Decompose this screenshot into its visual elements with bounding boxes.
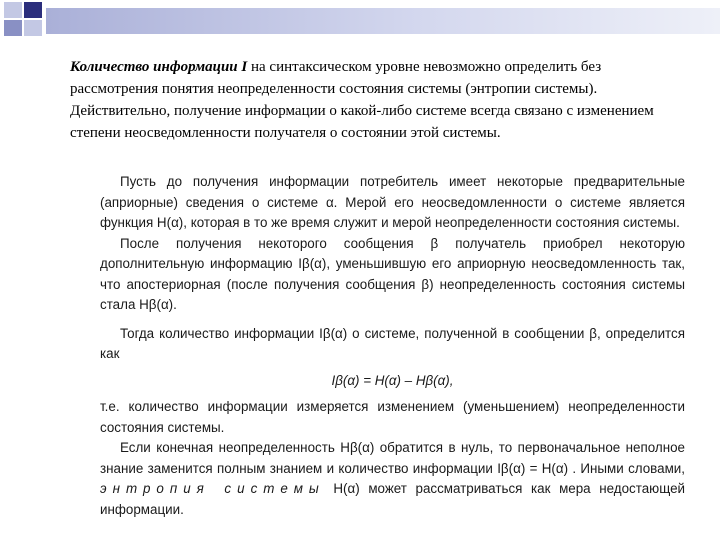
scan-paragraph-3: Тогда количество информации Iβ(α) о системе, полученной в сообщении β, определится как — [100, 325, 685, 361]
scanned-excerpt — [100, 172, 685, 520]
deco-square — [4, 2, 22, 18]
title-bar-decoration — [0, 0, 720, 50]
scan-paragraph-5 — [100, 438, 685, 520]
intro-term: Количество информации I — [70, 59, 248, 75]
deco-square — [24, 2, 42, 18]
scan-paragraph-2: После получения некоторого сообщения β получатель приобрел некоторую дополнительную информацию Iβ(α), уменьшившую его априорную неосведомленность так, что апостериорная (после получения сообщения β) неопределенность состояния системы стала Hβ(α). — [100, 235, 685, 312]
intro-paragraph — [70, 56, 690, 144]
gradient-band — [46, 8, 720, 34]
formula: Iβ(α) = H(α) – Hβ(α), — [331, 372, 454, 388]
deco-square — [24, 20, 42, 36]
intro-text: на синтаксическом уровне невозможно определить без рассмотрения понятия неопределенности состояния системы (энтропии системы). Действительно, получение информации о какой-либо системе всегда связано с изменением степени неосведомленности получателя о состоянии этой системы. — [70, 59, 654, 141]
deco-square — [4, 20, 22, 36]
scan-p5-part-a: Если конечная неопределенность Hβ(α) обратится в нуль, то первоначальное неполное знание заменится полным знанием и количество информации Iβ(α) = H(α) . Иными словами, — [100, 440, 685, 476]
scan-paragraph-1: Пусть до получения информации потребитель имеет некоторые предварительные (априорные) сведения о системе α. Мерой его неосведомленности о системе является функция H(α), которая в то же время служит и мерой неопределенности состояния системы. — [100, 174, 685, 230]
scan-p5-part-b: H(α) может рассматриваться как мера недостающей информации. — [100, 481, 685, 517]
scan-p5-term: энтропия системы — [100, 481, 325, 496]
scan-paragraph-4: т.е. количество информации измеряется изменением (уменьшением) неопределенности состояния системы. — [100, 399, 685, 435]
